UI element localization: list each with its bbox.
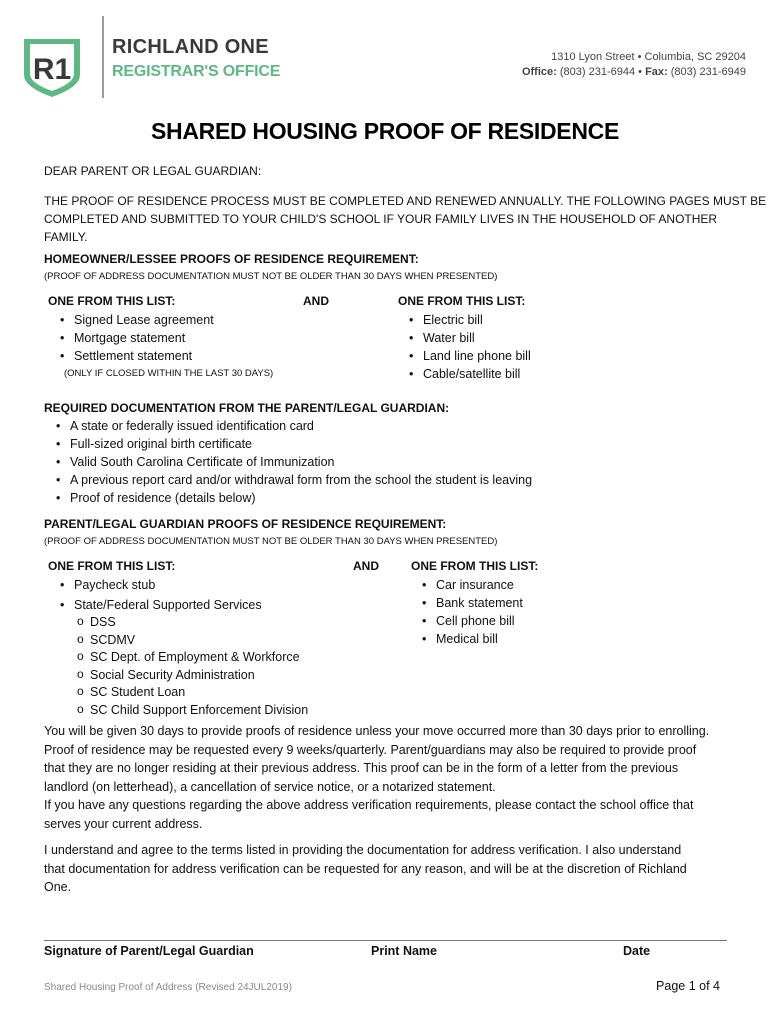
fax-phone: (803) 231-6949	[670, 66, 746, 78]
phone-separator: •	[638, 66, 643, 78]
list-item: • Bank statement	[418, 594, 523, 612]
homeowner-left-heading: ONE FROM THIS LIST:	[48, 294, 176, 308]
office-phone: (803) 231-6944	[559, 66, 636, 78]
guardian-and-label: AND	[353, 559, 379, 573]
required-list	[52, 417, 532, 507]
shield-logo-icon	[22, 35, 82, 99]
sub-list-item: o SC Child Support Enforcement Division	[77, 702, 308, 720]
guardian-left-heading: ONE FROM THIS LIST:	[48, 559, 176, 573]
list-item: • Full-sized original birth certificate	[52, 435, 532, 453]
homeowner-right-heading: ONE FROM THIS LIST:	[398, 294, 526, 308]
list-item: • Cell phone bill	[418, 612, 523, 630]
org-name: RICHLAND ONE	[112, 36, 269, 58]
logo-monogram: R1	[32, 53, 72, 86]
list-item: • Car insurance	[418, 576, 523, 594]
address-line: 1310 Lyon Street • Columbia, SC 29204	[551, 51, 746, 63]
list-item: • Water bill	[405, 329, 531, 347]
notice-line: If you have any questions regarding the above address verification requirements, please contact the school office that	[44, 798, 694, 812]
notice-paragraph	[44, 722, 709, 833]
list-item: • A state or federally issued identification card	[52, 417, 532, 435]
notice-line: Proof of residence may be requested every 9 weeks/quarterly. Parent/guardians may also be required to provide proof	[44, 742, 697, 757]
list-item: • A previous report card and/or withdrawal form from the school the student is leaving	[52, 471, 532, 489]
list-item: • Land line phone bill	[405, 347, 531, 365]
list-item: • Cable/satellite bill	[405, 365, 531, 383]
intro-paragraph	[44, 192, 766, 246]
intro-line: COMPLETED AND SUBMITTED TO YOUR CHILD'S SCHOOL IF YOUR FAMILY LIVES IN THE HOUSEHOLD OF ANOTHER	[44, 212, 718, 226]
signature-line[interactable]	[44, 940, 727, 941]
list-item: • Settlement statement	[56, 347, 214, 365]
list-item: • Medical bill	[418, 630, 523, 648]
guardian-right-list	[418, 576, 523, 648]
settlement-note: (ONLY IF CLOSED WITHIN THE LAST 30 DAYS)	[64, 368, 274, 379]
agreement-line: I understand and agree to the terms listed in providing the documentation for address verification. I also understand	[44, 843, 682, 857]
guardian-heading: PARENT/LEGAL GUARDIAN PROOFS OF RESIDENCE REQUIREMENT:	[44, 517, 447, 531]
agreement-line: that documentation for address verification can be requested for any reason, and will be at the discretion of Richland	[44, 861, 687, 876]
salutation: DEAR PARENT OR LEGAL GUARDIAN:	[44, 164, 262, 178]
sub-list-item: o SC Student Loan	[77, 684, 308, 702]
required-heading: REQUIRED DOCUMENTATION FROM THE PARENT/LEGAL GUARDIAN:	[44, 401, 450, 415]
notice-line: serves your current address.	[44, 816, 203, 831]
homeowner-heading: HOMEOWNER/LESSEE PROOFS OF RESIDENCE REQUIREMENT:	[44, 252, 419, 266]
sub-list-item: o SC Dept. of Employment & Workforce	[77, 649, 308, 667]
list-item: • Mortgage statement	[56, 329, 214, 347]
sub-list-item: o SCDMV	[77, 632, 308, 650]
notice-line: that they are no longer residing at their previous address. This proof can be in the form of a letter from the previous	[44, 761, 679, 775]
notice-line: landlord (on letterhead), a cancellation of service notice, or a notarized statement.	[44, 779, 496, 794]
homeowner-note: (PROOF OF ADDRESS DOCUMENTATION MUST NOT BE OLDER THAN 30 DAYS WHEN PRESENTED)	[44, 271, 498, 282]
contact-block	[522, 50, 746, 80]
guardian-note: (PROOF OF ADDRESS DOCUMENTATION MUST NOT BE OLDER THAN 30 DAYS WHEN PRESENTED)	[44, 536, 498, 547]
fax-label: Fax:	[645, 66, 668, 78]
intro-line: FAMILY.	[44, 230, 88, 244]
print-name-label: Print Name	[371, 944, 437, 958]
signature-label: Signature of Parent/Legal Guardian	[44, 944, 254, 958]
list-item: • State/Federal Supported Services	[56, 596, 262, 614]
agreement-line: One.	[44, 880, 72, 894]
agreement-paragraph	[44, 841, 687, 897]
guardian-right-heading: ONE FROM THIS LIST:	[411, 559, 539, 573]
homeowner-and-label: AND	[303, 294, 329, 308]
header-divider	[102, 16, 104, 98]
office-label: Office:	[521, 66, 557, 78]
homeowner-left-list	[56, 311, 214, 365]
page-title: SHARED HOUSING PROOF OF RESIDENCE	[150, 118, 620, 144]
list-item: • Proof of residence (details below)	[52, 489, 532, 507]
list-item: • Valid South Carolina Certificate of Immunization	[52, 453, 532, 471]
list-item: • Paycheck stub	[56, 576, 262, 594]
page-number: Page 1 of 4	[656, 979, 720, 993]
services-sublist	[77, 614, 308, 719]
guardian-left-list	[56, 576, 262, 614]
richland-one-logo	[22, 35, 82, 99]
sub-list-item: o DSS	[77, 614, 308, 632]
sub-list-item: o Social Security Administration	[77, 667, 308, 685]
list-item: • Electric bill	[405, 311, 531, 329]
notice-line: You will be given 30 days to provide proofs of residence unless your move occurred more than 30 days prior to enrolling.	[44, 724, 710, 738]
form-revision: Shared Housing Proof of Address (Revised 24JUL2019)	[44, 982, 292, 993]
list-item: • Signed Lease agreement	[56, 311, 214, 329]
intro-line: THE PROOF OF RESIDENCE PROCESS MUST BE COMPLETED AND RENEWED ANNUALLY. THE FOLLOWING PAGES MUST BE	[44, 194, 767, 208]
office-name: REGISTRAR'S OFFICE	[112, 63, 281, 80]
phone-line	[522, 65, 746, 80]
homeowner-right-list	[405, 311, 531, 383]
date-label: Date	[623, 944, 651, 958]
